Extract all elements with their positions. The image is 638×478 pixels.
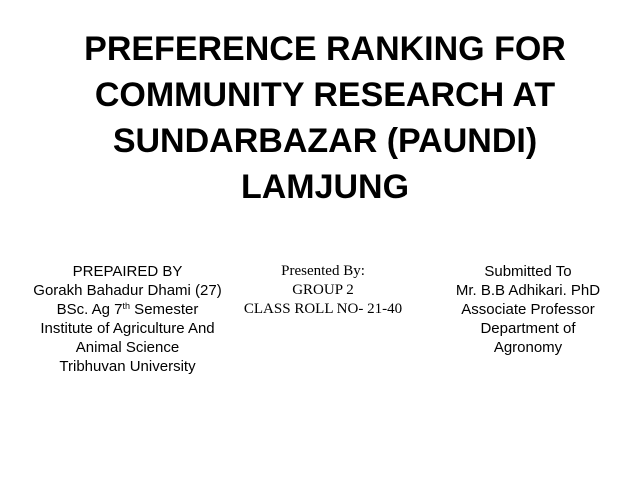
- slide-title: [30, 26, 620, 210]
- class-roll: CLASS ROLL NO- 21-40: [243, 301, 403, 317]
- institute-line-1: Institute of Agriculture And: [40, 320, 215, 337]
- author-name: Gorakh Bahadur Dhami (27): [33, 282, 222, 299]
- program-suffix: Semester: [130, 301, 199, 318]
- presented-by-heading: Presented By:: [281, 263, 365, 279]
- supervisor-name: Mr. B.B Adhikari. PhD: [455, 282, 601, 299]
- program-superscript: th: [122, 301, 131, 311]
- supervisor-position: Associate Professor: [461, 301, 595, 318]
- department-line-1: Department of: [480, 320, 576, 337]
- prepared-by-block: [0, 262, 255, 376]
- program-line: [0, 300, 255, 319]
- university: Tribhuvan University: [59, 358, 196, 375]
- institute-line-2: Animal Science: [75, 339, 180, 356]
- title-line-2: COMMUNITY RESEARCH AT: [94, 76, 556, 114]
- title-line-1: PREFERENCE RANKING FOR: [84, 30, 566, 68]
- prepared-by-heading: PREPAIRED BY: [72, 263, 183, 280]
- presented-by-block: [228, 262, 418, 319]
- title-line-4: LAMJUNG: [240, 168, 410, 206]
- title-line-3: SUNDARBAZAR (PAUNDI): [112, 122, 538, 160]
- program-prefix: BSc. Ag 7: [56, 301, 123, 318]
- group-label: GROUP 2: [292, 282, 354, 298]
- submitted-to-block: [428, 262, 628, 357]
- department-line-2: Agronomy: [493, 339, 563, 356]
- submitted-to-heading: Submitted To: [484, 263, 572, 280]
